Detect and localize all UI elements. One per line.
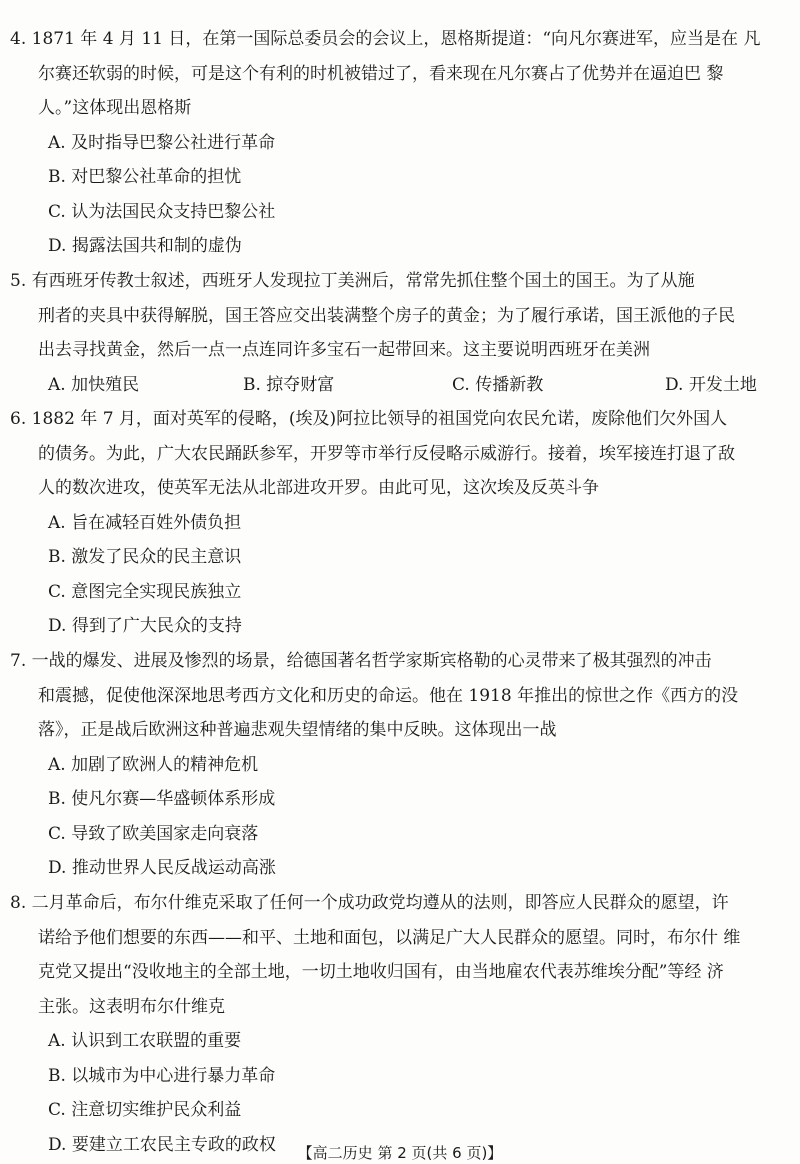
stem-line: 7. 一战的爆发、进展及惨烈的场景，给德国著名哲学家斯宾格勒的心灵带来了极其强烈的冲击 [10,651,712,671]
question-5 [0,264,800,402]
options-list [0,126,800,264]
options-list [0,748,800,886]
stem-line: 4. 1871 年 4 月 11 日，在第一国际总委员会的会议上，恩格斯提道：“向凡尔赛进军，应当是在 凡 [10,29,761,49]
option-a: A. 旨在减轻百姓外债负担 [48,512,242,533]
stem-line: 主张。这表明布尔什维克 [38,996,225,1017]
question-7 [0,644,800,886]
page-footer: 【高二历史 第 2 页(共 6 页)】 [297,1144,503,1162]
stem-line: 诺给予他们想要的东西——和平、土地和面包，以满足广大人民群众的愿望。同时，布尔什 维 [38,927,741,948]
option-d: D. 要建立工农民主专政的政权 [48,1134,276,1155]
question-stem [0,264,800,368]
option-a: A. 加快殖民 [48,374,140,395]
option-b: B. 使凡尔赛—华盛顿体系形成 [48,789,276,809]
question-stem [0,402,800,506]
stem-line: 6. 1882 年 7 月，面对英军的侵略，(埃及)阿拉比领导的祖国党向农民允诺，废除他们欠外国人 [10,409,728,429]
option-d: D. 揭露法国共和制的虚伪 [48,236,242,256]
options-list [0,506,800,644]
question-stem [0,644,800,748]
option-a: A. 及时指导巴黎公社进行革命 [48,132,276,153]
question-stem [0,22,800,126]
option-b: B. 掠夺财富 [243,374,335,395]
option-d: D. 得到了广大民众的支持 [48,616,242,636]
stem-line: 8. 二月革命后，布尔什维克采取了任何一个成功政党均遵从的法则，即答应人民群众的愿望，许 [10,893,729,913]
stem-line: 克党又提出“没收地主的全部土地，一切土地收归国有，由当地雇农代表苏维埃分配”等经 济 [38,962,724,982]
stem-line: 人。”这体现出恩格斯 [38,98,192,118]
option-c: C. 传播新教 [452,374,544,395]
question-8 [0,886,800,1162]
stem-line: 人的数次进攻，使英军无法从北部进攻开罗。由此可见，这次埃及反英斗争 [38,478,599,498]
stem-line: 和震撼，促使他深深地思考西方文化和历史的命运。他在 1918 年推出的惊世之作《西方的没 [38,685,739,706]
stem-line: 出去寻找黄金，然后一点一点连同许多宝石一起带回来。这主要说明西班牙在美洲 [38,340,650,360]
option-a: A. 认识到工农联盟的重要 [48,1031,242,1051]
option-c: C. 认为法国民众支持巴黎公社 [48,201,276,222]
option-d: D. 开发土地 [665,374,757,395]
options-row [0,368,800,403]
stem-line: 尔赛还软弱的时候，可是这个有利的时机被错过了，看来现在凡尔赛占了优势并在逼迫巴 黎 [38,63,724,84]
stem-line: 落》，正是战后欧洲这种普遍悲观失望情绪的集中反映。这体现出一战 [38,720,557,740]
option-b: B. 对巴黎公社革命的担忧 [48,167,242,187]
option-b: B. 以城市为中心进行暴力革命 [48,1065,276,1086]
option-a: A. 加剧了欧洲人的精神危机 [48,754,259,775]
option-b: B. 激发了民众的民主意识 [48,547,242,567]
stem-line: 的债务。为此，广大农民踊跃参军，开罗等市举行反侵略示威游行。接着，埃军接连打退了敌 [38,443,735,464]
stem-line: 5. 有西班牙传教士叙述，西班牙人发现拉丁美洲后，常常先抓住整个国土的国王。为了从施 [10,271,695,291]
option-c: C. 意图完全实现民族独立 [48,581,242,602]
question-stem [0,886,800,1024]
option-d: D. 推动世界人民反战运动高涨 [48,858,276,878]
option-c: C. 注意切实维护民众利益 [48,1100,242,1120]
question-6 [0,402,800,644]
option-c: C. 导致了欧美国家走向衰落 [48,823,259,844]
stem-line: 刑者的夹具中获得解脱，国王答应交出装满整个房子的黄金；为了履行承诺，国王派他的子民 [38,305,735,326]
question-4 [0,22,800,264]
